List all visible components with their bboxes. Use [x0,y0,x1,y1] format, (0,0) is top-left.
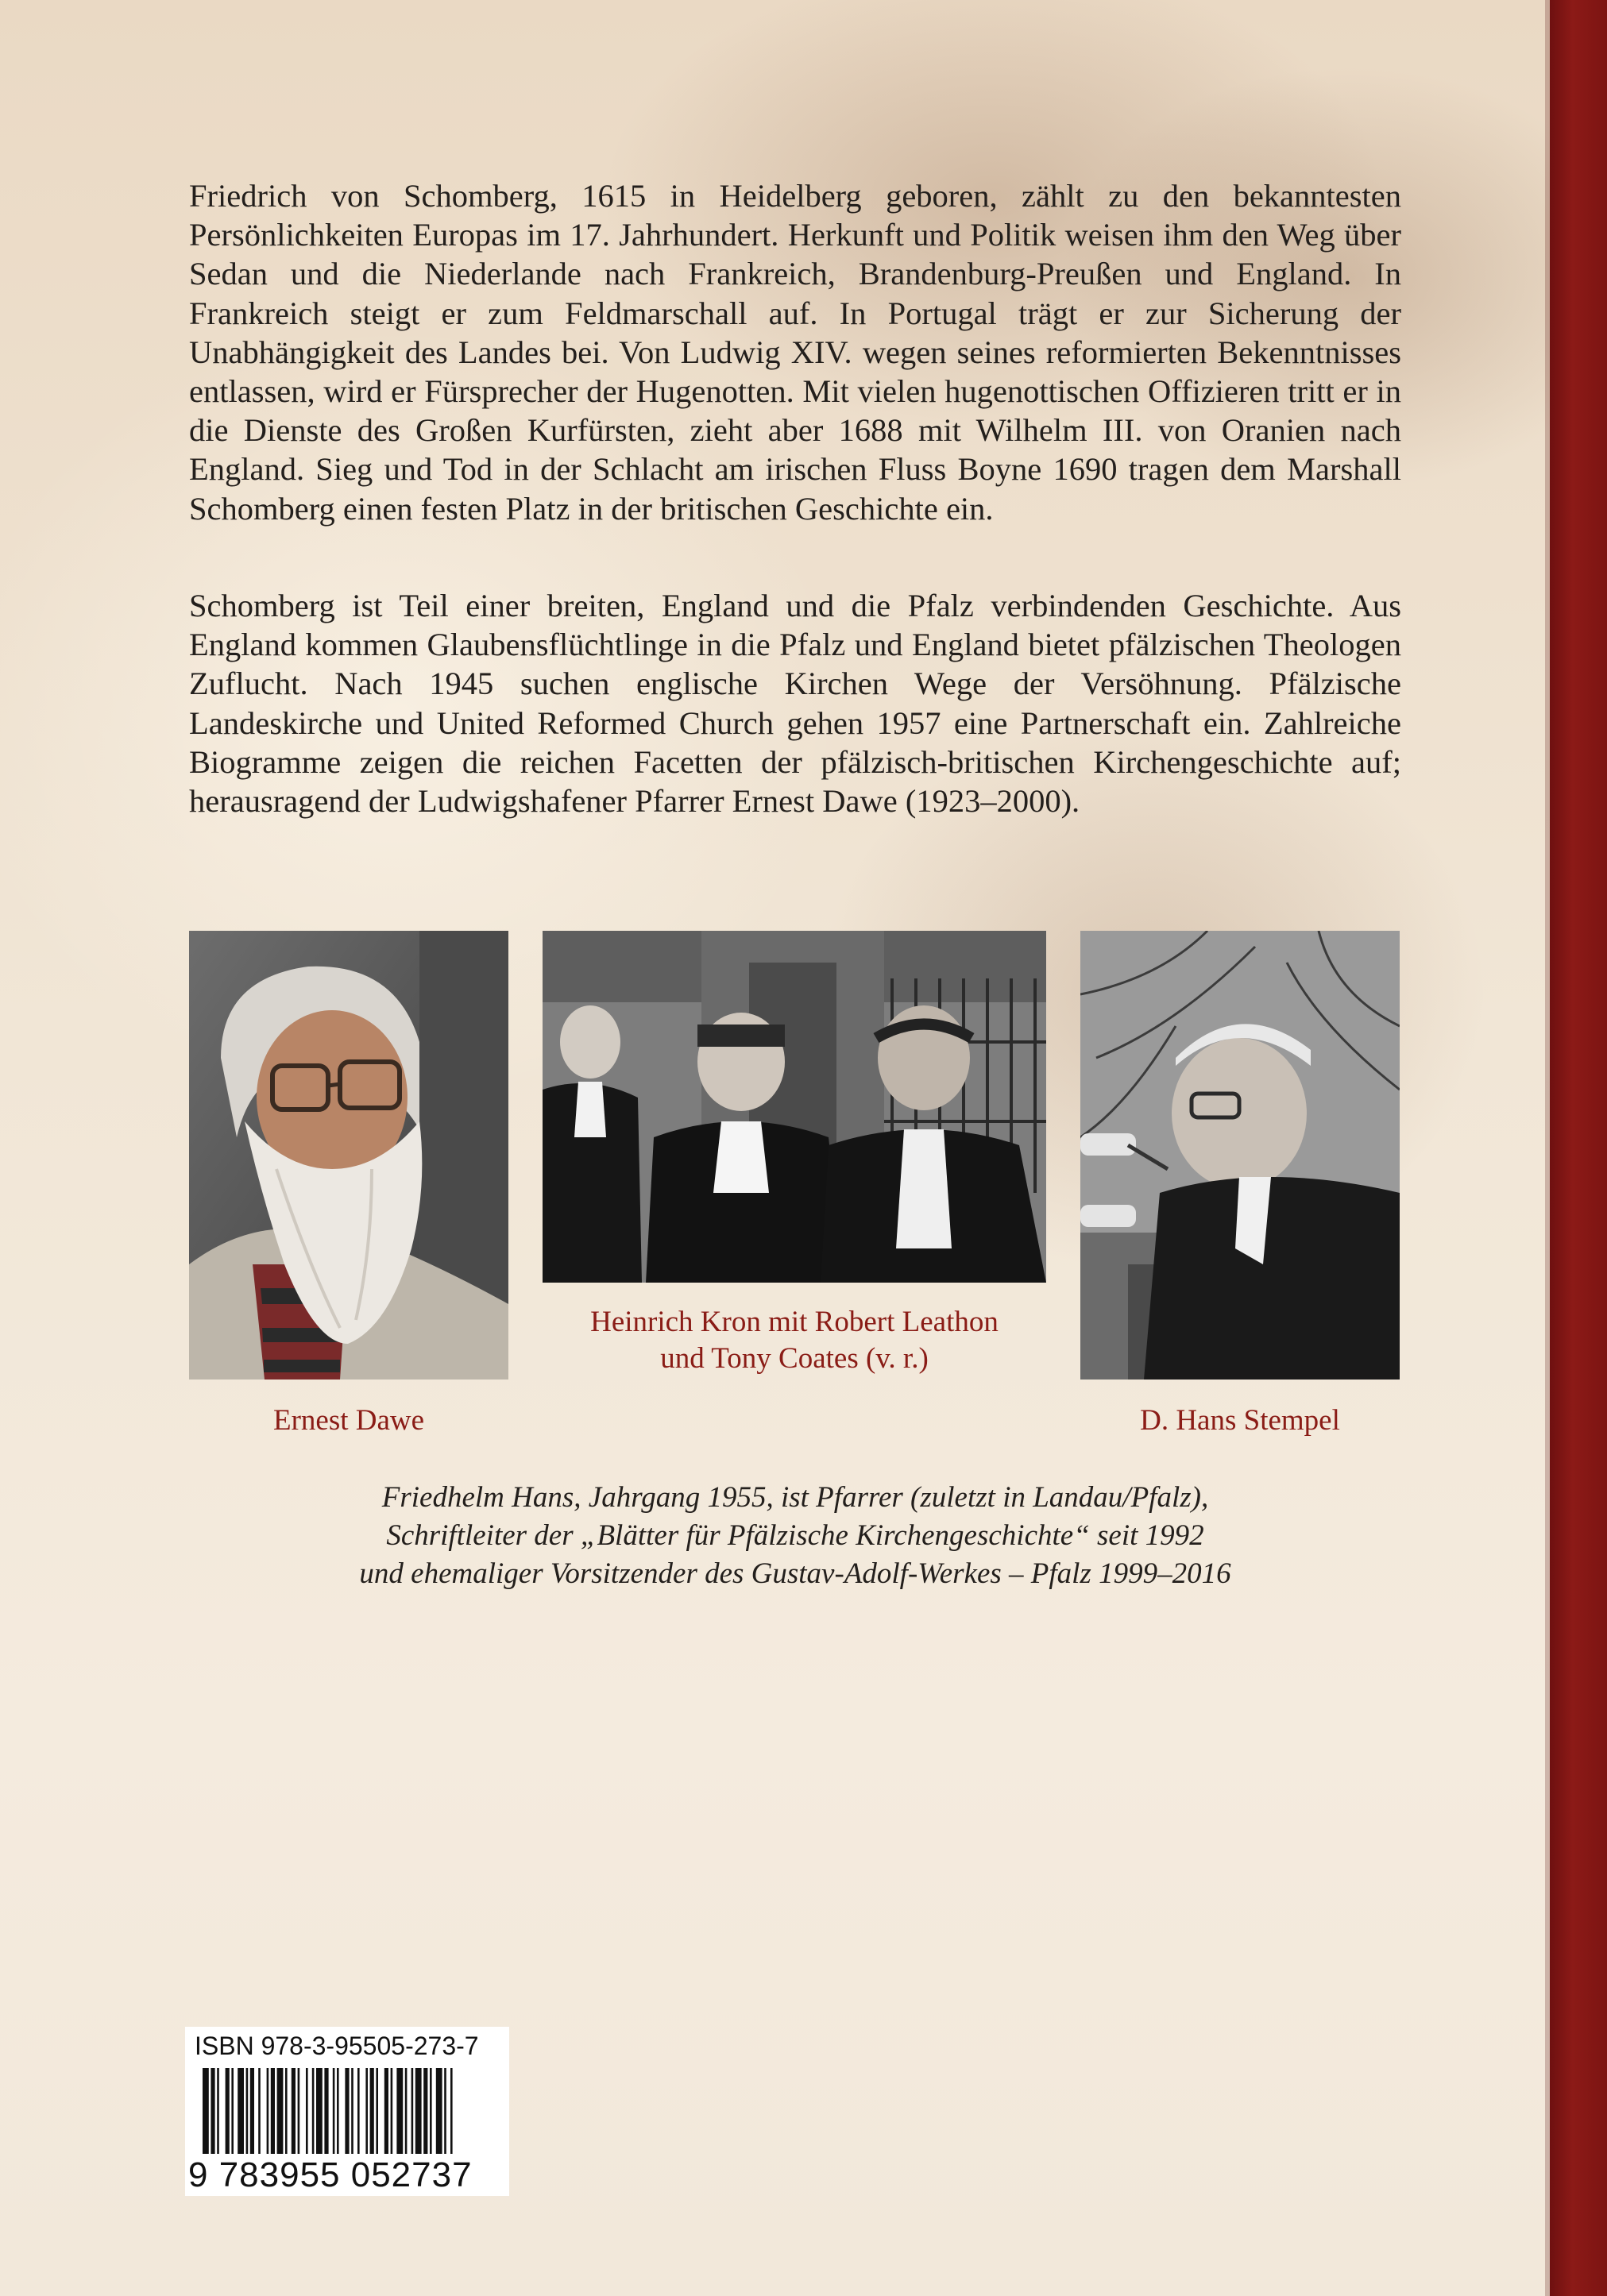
group-clergy-image [543,931,1046,1283]
author-note-line-1: Friedhelm Hans, Jahrgang 1955, ist Pfarrer (zuletzt in Landau/Pfalz), [381,1481,1209,1514]
photo-hans-stempel [1080,931,1400,1380]
book-spine [1550,0,1607,2296]
photo-heinrich-kron-group [543,931,1046,1283]
blurb-paragraph-1: Friedrich von Schomberg, 1615 in Heidelberg geboren, zählt zu den bekanntesten Persönlichkeiten Europas im 17. Jahrhundert. Herkunft und Politik weisen ihm den Weg über Sedan und die Niederlande nach Frankreich, Brandenburg-Preußen und England. In Frankreich steigt er zum Feldmarschall auf. In Portugal trägt er zur Sicherung der Unabhängigkeit des Landes bei. Von Ludwig XIV. wegen seines reformierten Bekenntnisses entlassen, wird er Fürsprecher der Hugenotten. Mit vielen hugenottischen Offizieren tritt er in die Dienste des Großen Kurfürsten, zieht aber 1688 mit Wilhelm III. von Oranien nach England. Sieg und Tod in der Schlacht am irischen Fluss Boyne 1690 tragen dem Marshall Schomberg einen festen Platz in der britischen Geschichte ein. [189,178,1401,527]
author-note-line-3: und ehemaliger Vorsitzender des Gustav-Adolf-Werkes – Pfalz 1999–2016 [359,1557,1231,1590]
caption-heinrich-kron-line-1: Heinrich Kron mit Robert Leathon [590,1306,999,1338]
caption-heinrich-kron-line-2: und Tony Coates (v. r.) [660,1342,929,1375]
caption-hans-stempel: D. Hans Stempel [1140,1404,1340,1437]
portrait-speaker-image [1080,931,1400,1380]
author-note-line-2: Schriftleiter der „Blätter für Pfälzische Kirchengeschichte“ seit 1992 [386,1519,1204,1552]
caption-heinrich-kron [543,1304,1046,1377]
blurb-paragraph-2: Schomberg ist Teil einer breiten, England und die Pfalz verbindenden Geschichte. Aus England kommen Glaubensflüchtlinge in die Pfalz und England bietet pfälzischen Theologen Zuflucht. Nach 1945 suchen englische Kirchen Wege der Versöhnung. Pfälzische Landeskirche und United Reformed Church gehen 1957 eine Partnerschaft ein. Zahlreiche Biogramme zeigen die reichen Facetten der pfälzisch-britischen Kirchengeschichte auf; herausragend der Ludwigshafener Pfarrer Ernest Dawe (1923–2000). [189,588,1401,820]
portrait-bearded-man-image [189,931,508,1380]
isbn-label: ISBN 978-3-95505-273-7 [195,2032,479,2060]
caption-ernest-dawe: Ernest Dawe [272,1404,425,1437]
isbn-barcode-box [185,2027,509,2196]
author-note [189,1479,1401,1593]
barcode-digits: 9 783955 052737 [188,2155,473,2194]
photo-ernest-dawe [189,931,508,1380]
